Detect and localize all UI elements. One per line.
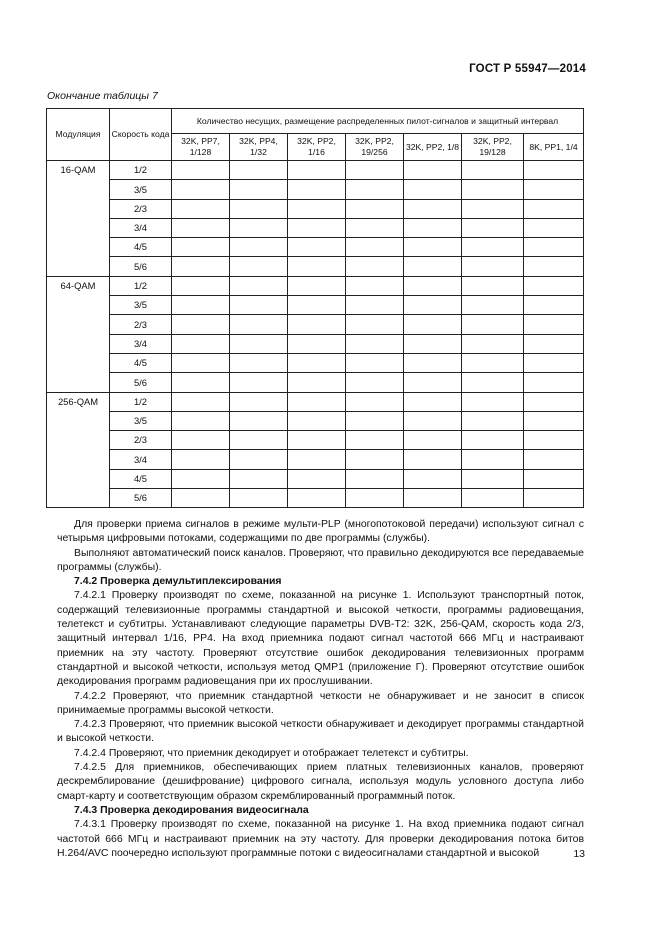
- table-row: [47, 373, 584, 392]
- empty-cell: [346, 353, 404, 372]
- empty-cell: [288, 450, 346, 469]
- paragraph: Для проверки приема сигналов в режиме мульти-PLP (многопотоковой передачи) используют сигнал с четырьмя цифровыми потоками, содержащими по две программы (службы).: [57, 519, 584, 545]
- empty-cell: [288, 276, 346, 295]
- table-row: [47, 257, 584, 276]
- empty-cell: [346, 296, 404, 315]
- table-row: [47, 353, 584, 372]
- code-rate-cell: 3/4: [110, 218, 172, 237]
- empty-cell: [404, 161, 462, 180]
- empty-cell: [172, 218, 230, 237]
- table-row: [47, 276, 584, 295]
- header-subcol: 8K, PP1, 1/4: [524, 134, 584, 161]
- empty-cell: [172, 199, 230, 218]
- empty-cell: [524, 392, 584, 411]
- empty-cell: [172, 334, 230, 353]
- empty-cell: [462, 161, 524, 180]
- empty-cell: [288, 218, 346, 237]
- code-rate-cell: 1/2: [110, 276, 172, 295]
- empty-cell: [462, 353, 524, 372]
- empty-cell: [346, 238, 404, 257]
- header-subcol: 32K, PP2, 1/16: [288, 134, 346, 161]
- empty-cell: [404, 218, 462, 237]
- empty-cell: [172, 257, 230, 276]
- table-row: [47, 450, 584, 469]
- empty-cell: [404, 276, 462, 295]
- empty-cell: [288, 373, 346, 392]
- empty-cell: [288, 180, 346, 199]
- empty-cell: [524, 276, 584, 295]
- paragraph: Выполняют автоматический поиск каналов. Проверяют, что правильно декодируются все передаваемые программы (службы).: [57, 547, 584, 573]
- empty-cell: [346, 373, 404, 392]
- empty-cell: [524, 180, 584, 199]
- empty-cell: [404, 199, 462, 218]
- paragraph: 7.4.3.1 Проверку производят по схеме, показанной на рисунке 1. На вход приемника подают сигнал частотой 666 МГц и настраивают приемник на эту частоту. Для проверки декодирования потока битов H.264/AVC поочередно используют программные потоки с видеосигналами стандартной и высокой: [57, 819, 584, 859]
- empty-cell: [462, 199, 524, 218]
- empty-cell: [524, 257, 584, 276]
- table-row: [47, 180, 584, 199]
- table-row: [47, 489, 584, 508]
- empty-cell: [404, 238, 462, 257]
- empty-cell: [346, 450, 404, 469]
- empty-cell: [524, 373, 584, 392]
- empty-cell: [288, 257, 346, 276]
- empty-cell: [524, 218, 584, 237]
- empty-cell: [462, 257, 524, 276]
- table-row: [47, 392, 584, 411]
- empty-cell: [230, 392, 288, 411]
- empty-cell: [524, 411, 584, 430]
- empty-cell: [462, 296, 524, 315]
- empty-cell: [230, 334, 288, 353]
- empty-cell: [462, 373, 524, 392]
- empty-cell: [172, 276, 230, 295]
- header-subcol: 32K, PP2, 1/8: [404, 134, 462, 161]
- empty-cell: [346, 199, 404, 218]
- empty-cell: [230, 180, 288, 199]
- empty-cell: [524, 489, 584, 508]
- empty-cell: [462, 392, 524, 411]
- empty-cell: [462, 334, 524, 353]
- empty-cell: [524, 334, 584, 353]
- empty-cell: [172, 411, 230, 430]
- empty-cell: [230, 431, 288, 450]
- code-rate-cell: 2/3: [110, 199, 172, 218]
- code-rate-cell: 5/6: [110, 489, 172, 508]
- empty-cell: [346, 315, 404, 334]
- empty-cell: [404, 489, 462, 508]
- empty-cell: [524, 469, 584, 488]
- empty-cell: [404, 411, 462, 430]
- empty-cell: [524, 353, 584, 372]
- empty-cell: [230, 161, 288, 180]
- code-rate-cell: 4/5: [110, 353, 172, 372]
- code-rate-cell: 4/5: [110, 238, 172, 257]
- empty-cell: [172, 489, 230, 508]
- empty-cell: [462, 238, 524, 257]
- empty-cell: [172, 469, 230, 488]
- empty-cell: [404, 180, 462, 199]
- code-rate-cell: 2/3: [110, 315, 172, 334]
- empty-cell: [404, 469, 462, 488]
- empty-cell: [288, 315, 346, 334]
- empty-cell: [346, 218, 404, 237]
- empty-cell: [462, 276, 524, 295]
- header-modulation: Модуляция: [47, 109, 110, 161]
- code-rate-cell: 1/2: [110, 161, 172, 180]
- code-rate-cell: 3/5: [110, 296, 172, 315]
- table-row: [47, 411, 584, 430]
- empty-cell: [346, 489, 404, 508]
- header-group: Количество несущих, размещение распределенных пилот-сигналов и защитный интервал: [172, 109, 584, 134]
- header-subcol: 32K, PP4, 1/32: [230, 134, 288, 161]
- parameters-table: [46, 108, 584, 508]
- empty-cell: [288, 353, 346, 372]
- table-row: [47, 161, 584, 180]
- empty-cell: [288, 238, 346, 257]
- header-subcol: 32K, PP7, 1/128: [172, 134, 230, 161]
- section-heading: 7.4.2 Проверка демультиплексирования: [74, 576, 282, 588]
- empty-cell: [230, 218, 288, 237]
- table-row: [47, 469, 584, 488]
- empty-cell: [230, 296, 288, 315]
- empty-cell: [346, 180, 404, 199]
- table-row: [47, 315, 584, 334]
- empty-cell: [524, 161, 584, 180]
- empty-cell: [172, 392, 230, 411]
- empty-cell: [346, 392, 404, 411]
- empty-cell: [404, 315, 462, 334]
- empty-cell: [346, 411, 404, 430]
- empty-cell: [172, 238, 230, 257]
- empty-cell: [346, 431, 404, 450]
- empty-cell: [524, 450, 584, 469]
- table-row: [47, 238, 584, 257]
- paragraph: 7.4.2.3 Проверяют, что приемник высокой четкости обнаруживает и декодирует программы стандартной и высокой четкости.: [57, 719, 584, 745]
- code-rate-cell: 5/6: [110, 257, 172, 276]
- code-rate-cell: 5/6: [110, 373, 172, 392]
- empty-cell: [462, 411, 524, 430]
- empty-cell: [172, 431, 230, 450]
- empty-cell: [230, 469, 288, 488]
- empty-cell: [172, 180, 230, 199]
- empty-cell: [288, 296, 346, 315]
- code-rate-cell: 4/5: [110, 469, 172, 488]
- empty-cell: [404, 431, 462, 450]
- empty-cell: [230, 257, 288, 276]
- body-text: [57, 518, 584, 861]
- empty-cell: [524, 296, 584, 315]
- code-rate-cell: 3/5: [110, 411, 172, 430]
- empty-cell: [288, 392, 346, 411]
- modulation-cell: 16-QAM: [47, 161, 110, 277]
- header-subcol: 32K, PP2, 19/256: [346, 134, 404, 161]
- section-heading: 7.4.3 Проверка декодирования видеосигнала: [74, 804, 309, 816]
- empty-cell: [404, 392, 462, 411]
- header-subcol: 32K, PP2, 19/128: [462, 134, 524, 161]
- table-row: [47, 218, 584, 237]
- empty-cell: [462, 315, 524, 334]
- empty-cell: [524, 199, 584, 218]
- table-row: [47, 199, 584, 218]
- empty-cell: [230, 353, 288, 372]
- empty-cell: [524, 315, 584, 334]
- empty-cell: [172, 450, 230, 469]
- empty-cell: [346, 469, 404, 488]
- empty-cell: [230, 199, 288, 218]
- empty-cell: [288, 431, 346, 450]
- empty-cell: [288, 489, 346, 508]
- empty-cell: [288, 469, 346, 488]
- empty-cell: [404, 373, 462, 392]
- empty-cell: [462, 218, 524, 237]
- empty-cell: [524, 431, 584, 450]
- empty-cell: [230, 489, 288, 508]
- empty-cell: [172, 315, 230, 334]
- empty-cell: [524, 238, 584, 257]
- paragraph: 7.4.2.4 Проверяют, что приемник декодирует и отображает телетекст и субтитры.: [74, 747, 469, 759]
- table-row: [47, 431, 584, 450]
- empty-cell: [404, 334, 462, 353]
- empty-cell: [346, 334, 404, 353]
- empty-cell: [172, 373, 230, 392]
- empty-cell: [462, 450, 524, 469]
- modulation-cell: 256-QAM: [47, 392, 110, 508]
- empty-cell: [404, 257, 462, 276]
- empty-cell: [404, 450, 462, 469]
- empty-cell: [462, 469, 524, 488]
- empty-cell: [230, 450, 288, 469]
- code-rate-cell: 2/3: [110, 431, 172, 450]
- empty-cell: [288, 161, 346, 180]
- header-code-rate: Скорость кода: [110, 109, 172, 161]
- empty-cell: [404, 296, 462, 315]
- empty-cell: [346, 276, 404, 295]
- table-row: [47, 334, 584, 353]
- empty-cell: [230, 373, 288, 392]
- paragraph: 7.4.2.2 Проверяют, что приемник стандартной четкости не обнаруживает и не заносит в список принимаемые программы высокой четкости.: [57, 690, 584, 716]
- code-rate-cell: 3/5: [110, 180, 172, 199]
- empty-cell: [172, 353, 230, 372]
- empty-cell: [346, 161, 404, 180]
- paragraph: 7.4.2.5 Для приемников, обеспечивающих прием платных телевизионных каналов, проверяют дескремблирование (дешифрование) цифрового сигнала, используя модуль условного доступа либо смарт-карту и соответствующим образом скремблированный программный поток.: [57, 762, 584, 802]
- table-row: [47, 296, 584, 315]
- empty-cell: [230, 315, 288, 334]
- empty-cell: [172, 296, 230, 315]
- empty-cell: [462, 489, 524, 508]
- empty-cell: [462, 431, 524, 450]
- paragraph: 7.4.2.1 Проверку производят по схеме, показанной на рисунке 1. Используют транспортный поток, содержащий телевизионные программы стандартной и высокой четкости, программы радиовещания, телетекст и субтитры. Устанавливают следующие параметры DVB-T2: 32K, 256-QAM, скорость кода 2/3, защитный интервал 1/16, PP4. На вход приемника подают сигнал частотой 666 МГц и настраивают приемник на эту частоту. Проверяют отсутствие ошибок декодирования телевизионных программ стандартной и высокой четкости, используя метод QMP1 (приложение Г). Проверяют отсутствие ошибок декодирования программ радиовещания при их прослушивании.: [57, 590, 584, 688]
- code-rate-cell: 3/4: [110, 334, 172, 353]
- empty-cell: [288, 199, 346, 218]
- empty-cell: [172, 161, 230, 180]
- modulation-cell: 64-QAM: [47, 276, 110, 392]
- empty-cell: [230, 276, 288, 295]
- empty-cell: [288, 334, 346, 353]
- empty-cell: [404, 353, 462, 372]
- document-header: ГОСТ Р 55947—2014: [469, 63, 586, 75]
- code-rate-cell: 3/4: [110, 450, 172, 469]
- page-number: 13: [573, 848, 585, 860]
- code-rate-cell: 1/2: [110, 392, 172, 411]
- empty-cell: [288, 411, 346, 430]
- empty-cell: [230, 411, 288, 430]
- empty-cell: [230, 238, 288, 257]
- empty-cell: [462, 180, 524, 199]
- empty-cell: [346, 257, 404, 276]
- table-caption: Окончание таблицы 7: [47, 90, 158, 102]
